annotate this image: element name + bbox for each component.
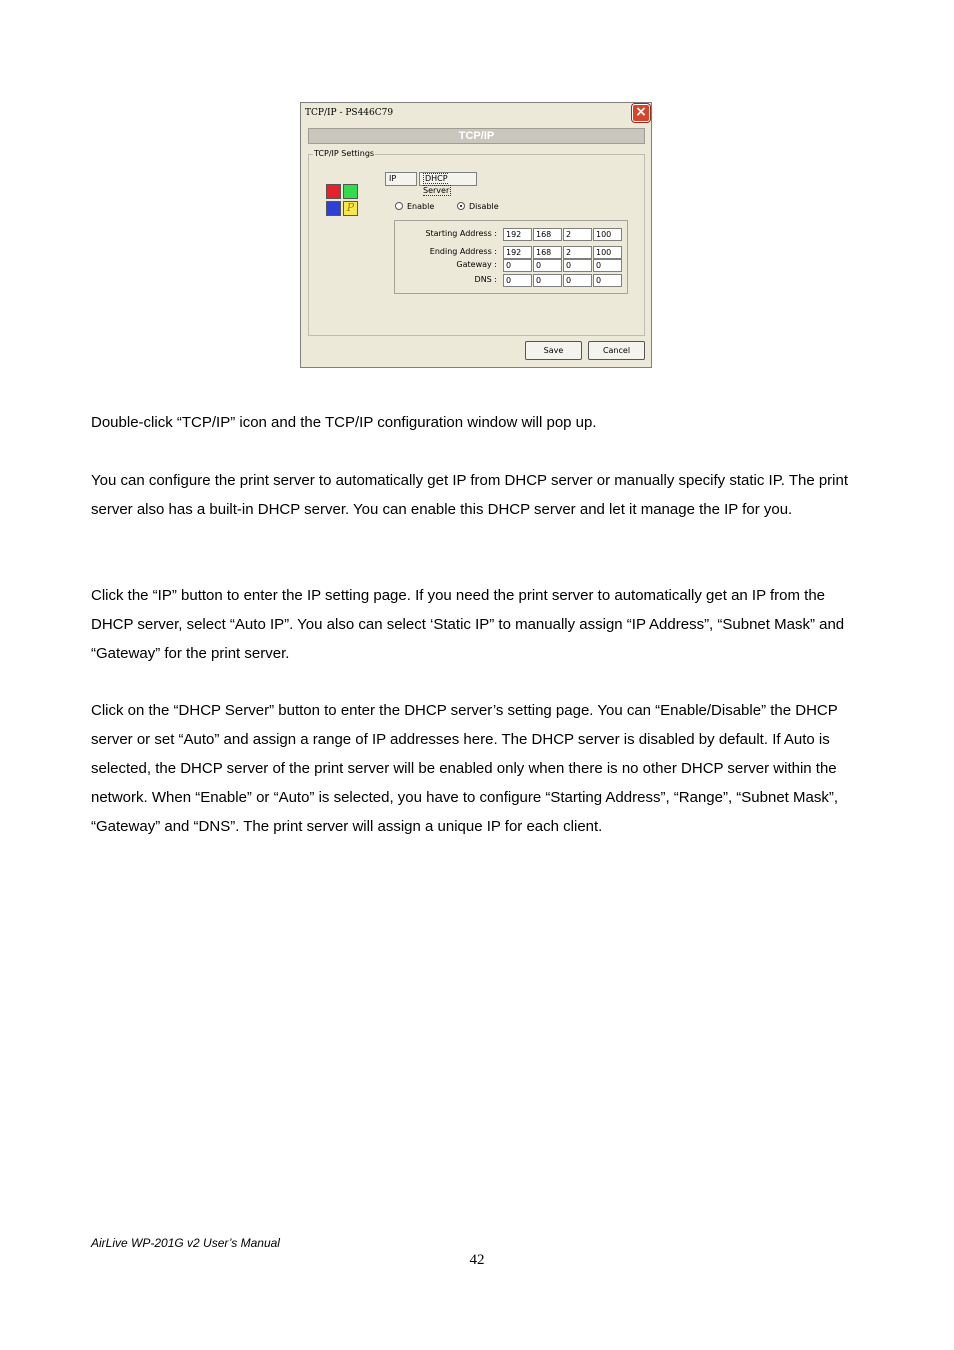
- dns-row: [395, 274, 627, 288]
- tcpip-dialog-screenshot: [300, 102, 652, 368]
- enable-radio[interactable]: [395, 202, 434, 211]
- dhcp-address-box: [394, 220, 628, 294]
- paragraph-ip-button: Click the “IP” button to enter the IP setting page. If you need the print server to automatically get an IP from the DHCP server, select “Auto IP”. You also can select ‘Static IP” to manually assign “IP Address”, “Subnet Mask” and “Gateway” for the print server.: [91, 587, 845, 662]
- disable-radio[interactable]: [457, 202, 499, 211]
- ending-address-octet-2[interactable]: 168: [533, 246, 562, 259]
- gateway-octet-1[interactable]: 0: [503, 259, 532, 272]
- starting-address-octet-4[interactable]: 100: [593, 228, 622, 241]
- ip-tab-button[interactable]: IP: [385, 172, 417, 186]
- gateway-label: Gateway :: [456, 260, 497, 269]
- blue-tile-icon: [326, 201, 341, 216]
- starting-address-label: Starting Address :: [425, 229, 497, 238]
- dns-octet-2[interactable]: 0: [533, 274, 562, 287]
- tcpip-icon: [326, 184, 360, 218]
- footer-manual-title: AirLive WP-201G v2 User’s Manual: [91, 1236, 280, 1250]
- red-tile-icon: [326, 184, 341, 199]
- radio-unchecked-icon: [395, 202, 403, 210]
- tcpip-settings-group: [308, 149, 645, 336]
- dialog-title: TCP/IP - PS446C79: [305, 108, 394, 118]
- ending-address-row: [395, 246, 627, 260]
- dhcp-server-tab-button[interactable]: [419, 172, 477, 195]
- gateway-row: [395, 259, 627, 273]
- dns-octet-1[interactable]: 0: [503, 274, 532, 287]
- dns-octet-3[interactable]: 0: [563, 274, 592, 287]
- dialog-header: TCP/IP: [308, 128, 645, 144]
- save-button[interactable]: Save: [525, 341, 582, 360]
- paragraph-dhcp-server-button: Click on the “DHCP Server” button to enter the DHCP server’s setting page. You can “Enable/Disable” the DHCP server or set “Auto” and assign a range of IP addresses here. The DHCP server is disabled by default. If Auto is selected, the DHCP server of the print server will be enabled only when there is no other DHCP server within the network. When “Enable” or “Auto” is selected, you have to configure “Starting Address”, “Range”, “Subnet Mask”, “Gateway” and “DNS”. The print server will assign a unique IP for each client.: [91, 702, 839, 835]
- green-tile-icon: [343, 184, 358, 199]
- group-label: TCP/IP Settings: [314, 149, 375, 158]
- starting-address-octet-2[interactable]: 168: [533, 228, 562, 241]
- gateway-octet-2[interactable]: 0: [533, 259, 562, 272]
- enable-radio-label: Enable: [407, 202, 435, 211]
- ending-address-octet-4[interactable]: 100: [593, 246, 622, 259]
- dialog-titlebar: [301, 103, 651, 125]
- dns-octet-4[interactable]: 0: [593, 274, 622, 287]
- paragraph-intro: Double-click “TCP/IP” icon and the TCP/IP configuration window will pop up.: [91, 414, 597, 431]
- starting-address-octet-1[interactable]: 192: [503, 228, 532, 241]
- radio-checked-icon: [457, 202, 465, 210]
- disable-radio-label: Disable: [469, 202, 499, 211]
- cancel-button[interactable]: Cancel: [588, 341, 645, 360]
- dhcp-server-tab-label: DHCP Server: [423, 174, 450, 195]
- ending-address-octet-3[interactable]: 2: [563, 246, 592, 259]
- ending-address-label: Ending Address :: [429, 247, 497, 256]
- dns-label: DNS :: [474, 275, 497, 284]
- gateway-octet-4[interactable]: 0: [593, 259, 622, 272]
- starting-address-row: [395, 228, 627, 242]
- starting-address-octet-3[interactable]: 2: [563, 228, 592, 241]
- gateway-octet-3[interactable]: 0: [563, 259, 592, 272]
- p-letter-icon: P: [343, 201, 358, 216]
- page-number: 42: [469, 1252, 485, 1268]
- close-icon[interactable]: ×: [632, 104, 650, 122]
- paragraph-dhcp-overview: You can configure the print server to automatically get IP from DHCP server or manually specify static IP. The print server also has a built-in DHCP server. You can enable this DHCP server and let it manage the IP for you.: [91, 472, 849, 518]
- ending-address-octet-1[interactable]: 192: [503, 246, 532, 259]
